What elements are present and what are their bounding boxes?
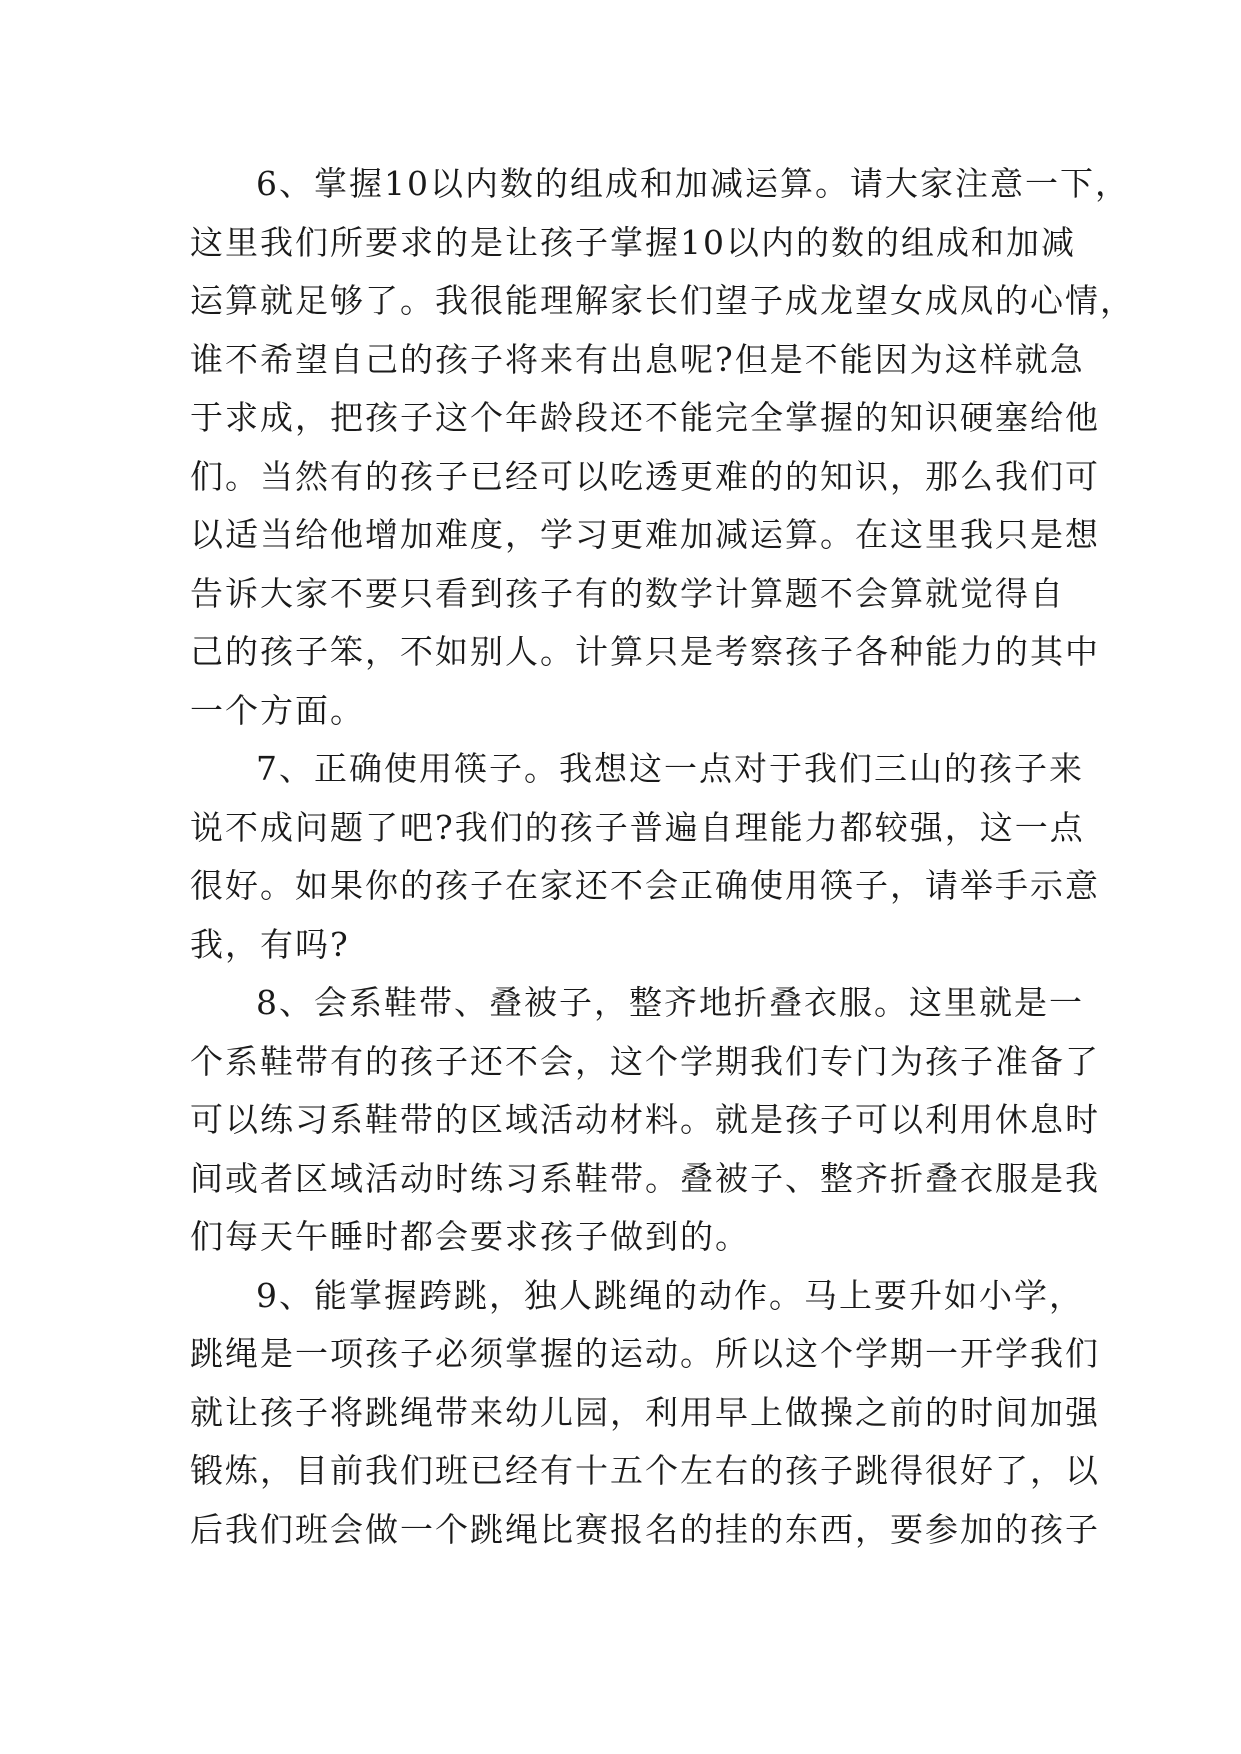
- paragraph-7-line-4: 我，有吗?: [190, 924, 350, 964]
- paragraph-6-line-1: 6、掌握10以内数的组成和加减运算。请大家注意一下，: [256, 164, 1130, 203]
- paragraph-9-line-3: 就让孩子将跳绳带来幼儿园，利用早上做操之前的时间加强: [190, 1392, 1100, 1432]
- paragraph-8-line-1: 8、会系鞋带、叠被子，整齐地折叠衣服。这里就是一: [256, 983, 1084, 1022]
- paragraph-7-line-1: 7、正确使用筷子。我想这一点对于我们三山的孩子来: [256, 749, 1084, 788]
- paragraph-6-line-7: 以适当给他增加难度，学习更难加减运算。在这里我只是想: [190, 515, 1100, 554]
- paragraph-9-line-5: 后我们班会做一个跳绳比赛报名的挂的东西，要参加的孩子: [190, 1509, 1100, 1549]
- paragraph-6-line-5: 于求成，把孩子这个年龄段还不能完全掌握的知识硬塞给他: [190, 398, 1100, 437]
- paragraph-6-line-3: 运算就足够了。我很能理解家长们望子成龙望女成凤的心情，: [190, 281, 1135, 320]
- paragraph-9-line-1: 9、能掌握跨跳，独人跳绳的动作。马上要升如小学，: [256, 1275, 1084, 1315]
- paragraph-9-line-4: 锻炼，目前我们班已经有十五个左右的孩子跳得很好了，以: [190, 1451, 1100, 1490]
- paragraph-8-line-3: 可以练习系鞋带的区域活动材料。就是孩子可以利用休息时: [190, 1100, 1100, 1139]
- paragraph-6-line-8: 告诉大家不要只看到孩子有的数学计算题不会算就觉得自: [190, 573, 1065, 613]
- paragraph-8-line-4: 间或者区域活动时练习系鞋带。叠被子、整齐折叠衣服是我: [190, 1158, 1100, 1198]
- paragraph-6-line-10: 一个方面。: [190, 690, 365, 730]
- paragraph-6-line-9: 己的孩子笨，不如别人。计算只是考察孩子各种能力的其中: [190, 632, 1100, 671]
- paragraph-6-line-2: 这里我们所要求的是让孩子掌握10以内的数的组成和加减: [190, 222, 1076, 262]
- paragraph-9-line-2: 跳绳是一项孩子必须掌握的运动。所以这个学期一开学我们: [190, 1334, 1100, 1373]
- paragraph-6-line-6: 们。当然有的孩子已经可以吃透更难的的知识，那么我们可: [190, 456, 1100, 496]
- paragraph-7-line-3: 很好。如果你的孩子在家还不会正确使用筷子，请举手示意: [190, 866, 1100, 905]
- paragraph-6-line-4: 谁不希望自己的孩子将来有出息呢?但是不能因为这样就急: [190, 339, 1085, 379]
- paragraph-8-line-5: 们每天午睡时都会要求孩子做到的。: [190, 1217, 750, 1256]
- paragraph-7-line-2: 说不成问题了吧?我们的孩子普遍自理能力都较强，这一点: [190, 807, 1085, 847]
- paragraph-8-line-2: 个系鞋带有的孩子还不会，这个学期我们专门为孩子准备了: [190, 1041, 1100, 1081]
- document-body: [190, 155, 1135, 1559]
